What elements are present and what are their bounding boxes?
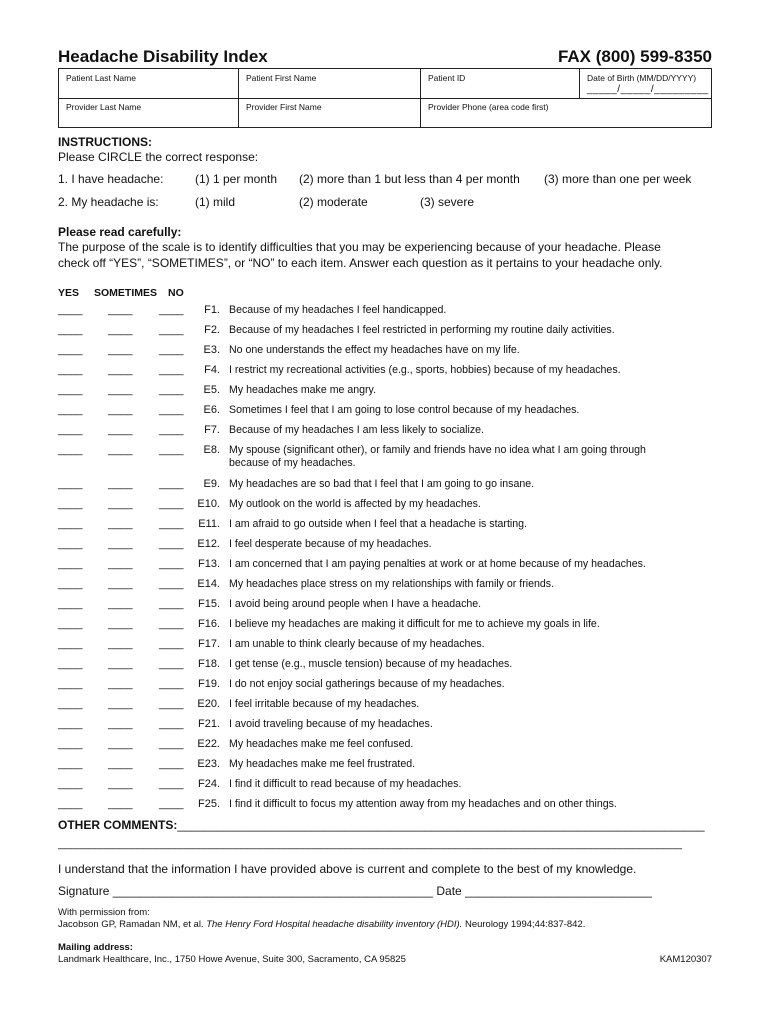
- patient-first-name-label: Patient First Name: [246, 73, 317, 83]
- question-number: E6.: [203, 404, 220, 416]
- yes-blank[interactable]: ____: [58, 738, 83, 750]
- form-title: Headache Disability Index: [58, 47, 268, 66]
- yes-blank[interactable]: ____: [58, 698, 83, 710]
- question-number: F7.: [204, 424, 220, 436]
- comments-line-2[interactable]: ______________________________________________________________________________________________________: [58, 838, 683, 850]
- q2-option-2[interactable]: (2) moderate: [299, 195, 368, 209]
- yes-blank[interactable]: ____: [58, 324, 83, 336]
- no-blank[interactable]: ____: [159, 578, 184, 590]
- question-number: E10.: [197, 498, 220, 510]
- no-blank[interactable]: ____: [159, 478, 184, 490]
- question-number: E3.: [203, 344, 220, 356]
- question-number: E12.: [197, 538, 220, 550]
- yes-blank[interactable]: ____: [58, 598, 83, 610]
- sometimes-blank[interactable]: ____: [108, 558, 133, 570]
- question-text: I am concerned that I am paying penalties at work or at home because of my headaches.: [229, 558, 646, 570]
- no-blank[interactable]: ____: [159, 738, 184, 750]
- question-text: Sometimes I feel that I am going to lose control because of my headaches.: [229, 404, 580, 416]
- question-number: E14.: [197, 578, 220, 590]
- patient-info-grid: [58, 68, 712, 128]
- question-number: F15.: [197, 598, 220, 610]
- question-text: Because of my headaches I feel handicapped.: [229, 304, 447, 316]
- sometimes-blank[interactable]: ____: [108, 424, 133, 436]
- question-text: No one understands the effect my headaches have on my life.: [229, 344, 520, 356]
- question-number: E11.: [198, 518, 220, 530]
- question-number: F1.: [204, 304, 220, 316]
- yes-blank[interactable]: ____: [58, 658, 83, 670]
- question-number: F17.: [197, 638, 220, 650]
- question-number: E23.: [197, 758, 220, 770]
- no-blank[interactable]: ____: [159, 304, 184, 316]
- sometimes-blank[interactable]: ____: [108, 324, 133, 336]
- yes-blank[interactable]: ____: [58, 538, 83, 550]
- dob-blank: _____/_____/_________: [587, 84, 709, 95]
- question-text: I am afraid to go outside when I feel that a headache is starting.: [229, 518, 527, 530]
- q1-label: 1. I have headache:: [58, 172, 164, 186]
- q1-option-1[interactable]: (1) 1 per month: [195, 172, 278, 186]
- question-text: I do not enjoy social gatherings because of my headaches.: [229, 678, 505, 690]
- yes-blank[interactable]: ____: [58, 778, 83, 790]
- sometimes-blank[interactable]: ____: [108, 658, 133, 670]
- instructions-circle: Please CIRCLE the correct response:: [58, 150, 259, 164]
- q1-option-2[interactable]: (2) more than 1 but less than 4 per month: [299, 172, 520, 186]
- sometimes-blank[interactable]: ____: [108, 444, 133, 456]
- provider-phone-label: Provider Phone (area code first): [428, 102, 549, 112]
- no-blank[interactable]: ____: [159, 364, 184, 376]
- yes-blank[interactable]: ____: [58, 558, 83, 570]
- sometimes-blank[interactable]: ____: [108, 364, 133, 376]
- signature-line[interactable]: Signature ________________________________________________ Date ____________________________: [58, 884, 652, 898]
- sometimes-blank[interactable]: ____: [108, 538, 133, 550]
- provider-first-name-field[interactable]: [239, 98, 421, 128]
- sometimes-blank[interactable]: ____: [108, 498, 133, 510]
- no-blank[interactable]: ____: [159, 718, 184, 730]
- yes-blank[interactable]: ____: [58, 718, 83, 730]
- question-number: E20.: [197, 698, 220, 710]
- question-text: I restrict my recreational activities (e.g., sports, hobbies) because of my headaches.: [229, 364, 621, 376]
- question-number: E5.: [203, 384, 220, 396]
- attestation: I understand that the information I have provided above is current and complete to the best of my knowledge.: [58, 862, 637, 876]
- comments-label: OTHER COMMENTS:_______________________________________________________________________________: [58, 818, 705, 832]
- no-blank[interactable]: ____: [159, 498, 184, 510]
- fax-number: FAX (800) 599-8350: [557, 47, 712, 66]
- question-number: F16.: [197, 618, 220, 630]
- yes-blank[interactable]: ____: [58, 384, 83, 396]
- question-text: I avoid being around people when I have a headache.: [229, 598, 482, 610]
- question-text: I feel irritable because of my headaches.: [229, 698, 420, 710]
- no-blank[interactable]: ____: [159, 798, 184, 810]
- read-line-2: check off “YES”, “SOMETIMES”, or “NO” to each item. Answer each question as it pertains to your headache only.: [58, 256, 663, 270]
- patient-first-name-field[interactable]: [239, 69, 421, 99]
- sometimes-blank[interactable]: ____: [108, 698, 133, 710]
- provider-phone-field[interactable]: [421, 98, 711, 128]
- no-blank[interactable]: ____: [159, 758, 184, 770]
- q1-option-3[interactable]: (3) more than one per week: [544, 172, 692, 186]
- sometimes-blank[interactable]: ____: [108, 478, 133, 490]
- yes-blank[interactable]: ____: [58, 444, 83, 456]
- yes-blank[interactable]: ____: [58, 344, 83, 356]
- mailing-address: Landmark Healthcare, Inc., 1750 Howe Avenue, Suite 300, Sacramento, CA 95825: [58, 954, 406, 965]
- q2-option-3[interactable]: (3) severe: [420, 195, 475, 209]
- sometimes-blank[interactable]: ____: [108, 638, 133, 650]
- question-text: I feel desperate because of my headaches.: [229, 538, 432, 550]
- sometimes-blank[interactable]: ____: [108, 304, 133, 316]
- patient-last-name-field[interactable]: [59, 69, 239, 99]
- yes-blank[interactable]: ____: [58, 498, 83, 510]
- question-text: Because of my headaches I feel restricted in performing my routine daily activities.: [229, 324, 615, 336]
- question-text: My spouse (significant other), or family and friends have no idea what I am going through because of my headaches.: [229, 444, 646, 469]
- no-blank[interactable]: ____: [159, 344, 184, 356]
- question-text: My headaches make me feel frustrated.: [229, 758, 416, 770]
- question-number: F25.: [197, 798, 220, 810]
- no-blank[interactable]: ____: [159, 618, 184, 630]
- yes-blank[interactable]: ____: [58, 678, 83, 690]
- no-blank[interactable]: ____: [159, 638, 184, 650]
- question-text: I am unable to think clearly because of my headaches.: [229, 638, 485, 650]
- permission-citation: Jacobson GP, Ramadan NM, et al. The Henry Ford Hospital headache disability inventory (HDI). Neurology 1994;44:837-842.: [58, 919, 586, 930]
- read-line-1: The purpose of the scale is to identify difficulties that you may be experiencing because of your headache. Please: [58, 240, 661, 254]
- question-text: I find it difficult to focus my attention away from my headaches and on other things.: [229, 798, 617, 810]
- provider-last-name-label: Provider Last Name: [66, 102, 142, 112]
- read-heading: Please read carefully:: [58, 225, 182, 239]
- question-text: I believe my headaches are making it difficult for me to achieve my goals in life.: [229, 618, 600, 630]
- sometimes-blank[interactable]: ____: [108, 738, 133, 750]
- yes-blank[interactable]: ____: [58, 638, 83, 650]
- yes-blank[interactable]: ____: [58, 798, 83, 810]
- q2-option-1[interactable]: (1) mild: [195, 195, 236, 209]
- question-text: I avoid traveling because of my headaches.: [229, 718, 433, 730]
- no-blank[interactable]: ____: [159, 678, 184, 690]
- permission-line-1: With permission from:: [58, 907, 150, 918]
- sometimes-blank[interactable]: ____: [108, 578, 133, 590]
- sometimes-blank[interactable]: ____: [108, 344, 133, 356]
- no-blank[interactable]: ____: [159, 598, 184, 610]
- question-number: F21.: [197, 718, 220, 730]
- question-number: F2.: [204, 324, 220, 336]
- header: [58, 47, 712, 69]
- provider-last-name-field[interactable]: [59, 98, 239, 128]
- patient-id-label: Patient ID: [428, 73, 466, 83]
- sometimes-blank[interactable]: ____: [108, 678, 133, 690]
- sometimes-blank[interactable]: ____: [108, 618, 133, 630]
- question-number: F24.: [197, 778, 220, 790]
- yes-blank[interactable]: ____: [58, 304, 83, 316]
- no-blank[interactable]: ____: [159, 698, 184, 710]
- patient-last-name-label: Patient Last Name: [66, 73, 136, 83]
- no-blank[interactable]: ____: [159, 384, 184, 396]
- question-number: F13.: [197, 558, 220, 570]
- question-number: F19.: [197, 678, 220, 690]
- no-blank[interactable]: ____: [159, 324, 184, 336]
- yes-blank[interactable]: ____: [58, 578, 83, 590]
- no-blank[interactable]: ____: [159, 404, 184, 416]
- question-text: My headaches are so bad that I feel that I am going to go insane.: [229, 478, 535, 490]
- yes-blank[interactable]: ____: [58, 478, 83, 490]
- no-blank[interactable]: ____: [159, 538, 184, 550]
- no-blank[interactable]: ____: [159, 658, 184, 670]
- question-number: F4.: [204, 364, 220, 376]
- q2-label: 2. My headache is:: [58, 195, 159, 209]
- col-sometimes: SOMETIMES: [94, 287, 158, 299]
- question-text: Because of my headaches I am less likely to socialize.: [229, 424, 484, 436]
- question-number: E22.: [197, 738, 220, 750]
- no-blank[interactable]: ____: [159, 424, 184, 436]
- sometimes-blank[interactable]: ____: [108, 598, 133, 610]
- yes-blank[interactable]: ____: [58, 424, 83, 436]
- form-code: KAM120307: [659, 954, 712, 965]
- dob-field[interactable]: [580, 69, 711, 99]
- no-blank[interactable]: ____: [159, 558, 184, 570]
- sometimes-blank[interactable]: ____: [108, 404, 133, 416]
- question-text: My headaches make me angry.: [229, 384, 377, 396]
- question-number: E9.: [203, 478, 220, 490]
- sometimes-blank[interactable]: ____: [108, 758, 133, 770]
- question-text: My headaches make me feel confused.: [229, 738, 414, 750]
- no-blank[interactable]: ____: [159, 778, 184, 790]
- yes-blank[interactable]: ____: [58, 364, 83, 376]
- col-no: NO: [168, 287, 184, 299]
- yes-blank[interactable]: ____: [58, 618, 83, 630]
- yes-blank[interactable]: ____: [58, 758, 83, 770]
- mailing-heading: Mailing address:: [58, 942, 133, 953]
- question-text: I get tense (e.g., muscle tension) because of my headaches.: [229, 658, 513, 670]
- dob-label: Date of Birth (MM/DD/YYYY): [587, 73, 697, 83]
- question-number: F18.: [197, 658, 220, 670]
- question-text: My headaches place stress on my relationships with family or friends.: [229, 578, 555, 590]
- question-number: E8.: [203, 444, 220, 456]
- sometimes-blank[interactable]: ____: [108, 778, 133, 790]
- sometimes-blank[interactable]: ____: [108, 518, 133, 530]
- col-yes: YES: [58, 287, 80, 299]
- provider-first-name-label: Provider First Name: [246, 102, 322, 112]
- patient-id-field[interactable]: [421, 69, 580, 99]
- no-blank[interactable]: ____: [159, 444, 184, 456]
- sometimes-blank[interactable]: ____: [108, 798, 133, 810]
- question-text: I find it difficult to read because of my headaches.: [229, 778, 462, 790]
- instructions-heading: INSTRUCTIONS:: [58, 135, 152, 149]
- yes-blank[interactable]: ____: [58, 404, 83, 416]
- question-text: My outlook on the world is affected by my headaches.: [229, 498, 481, 510]
- sometimes-blank[interactable]: ____: [108, 718, 133, 730]
- yes-blank[interactable]: ____: [58, 518, 83, 530]
- no-blank[interactable]: ____: [159, 518, 184, 530]
- sometimes-blank[interactable]: ____: [108, 384, 133, 396]
